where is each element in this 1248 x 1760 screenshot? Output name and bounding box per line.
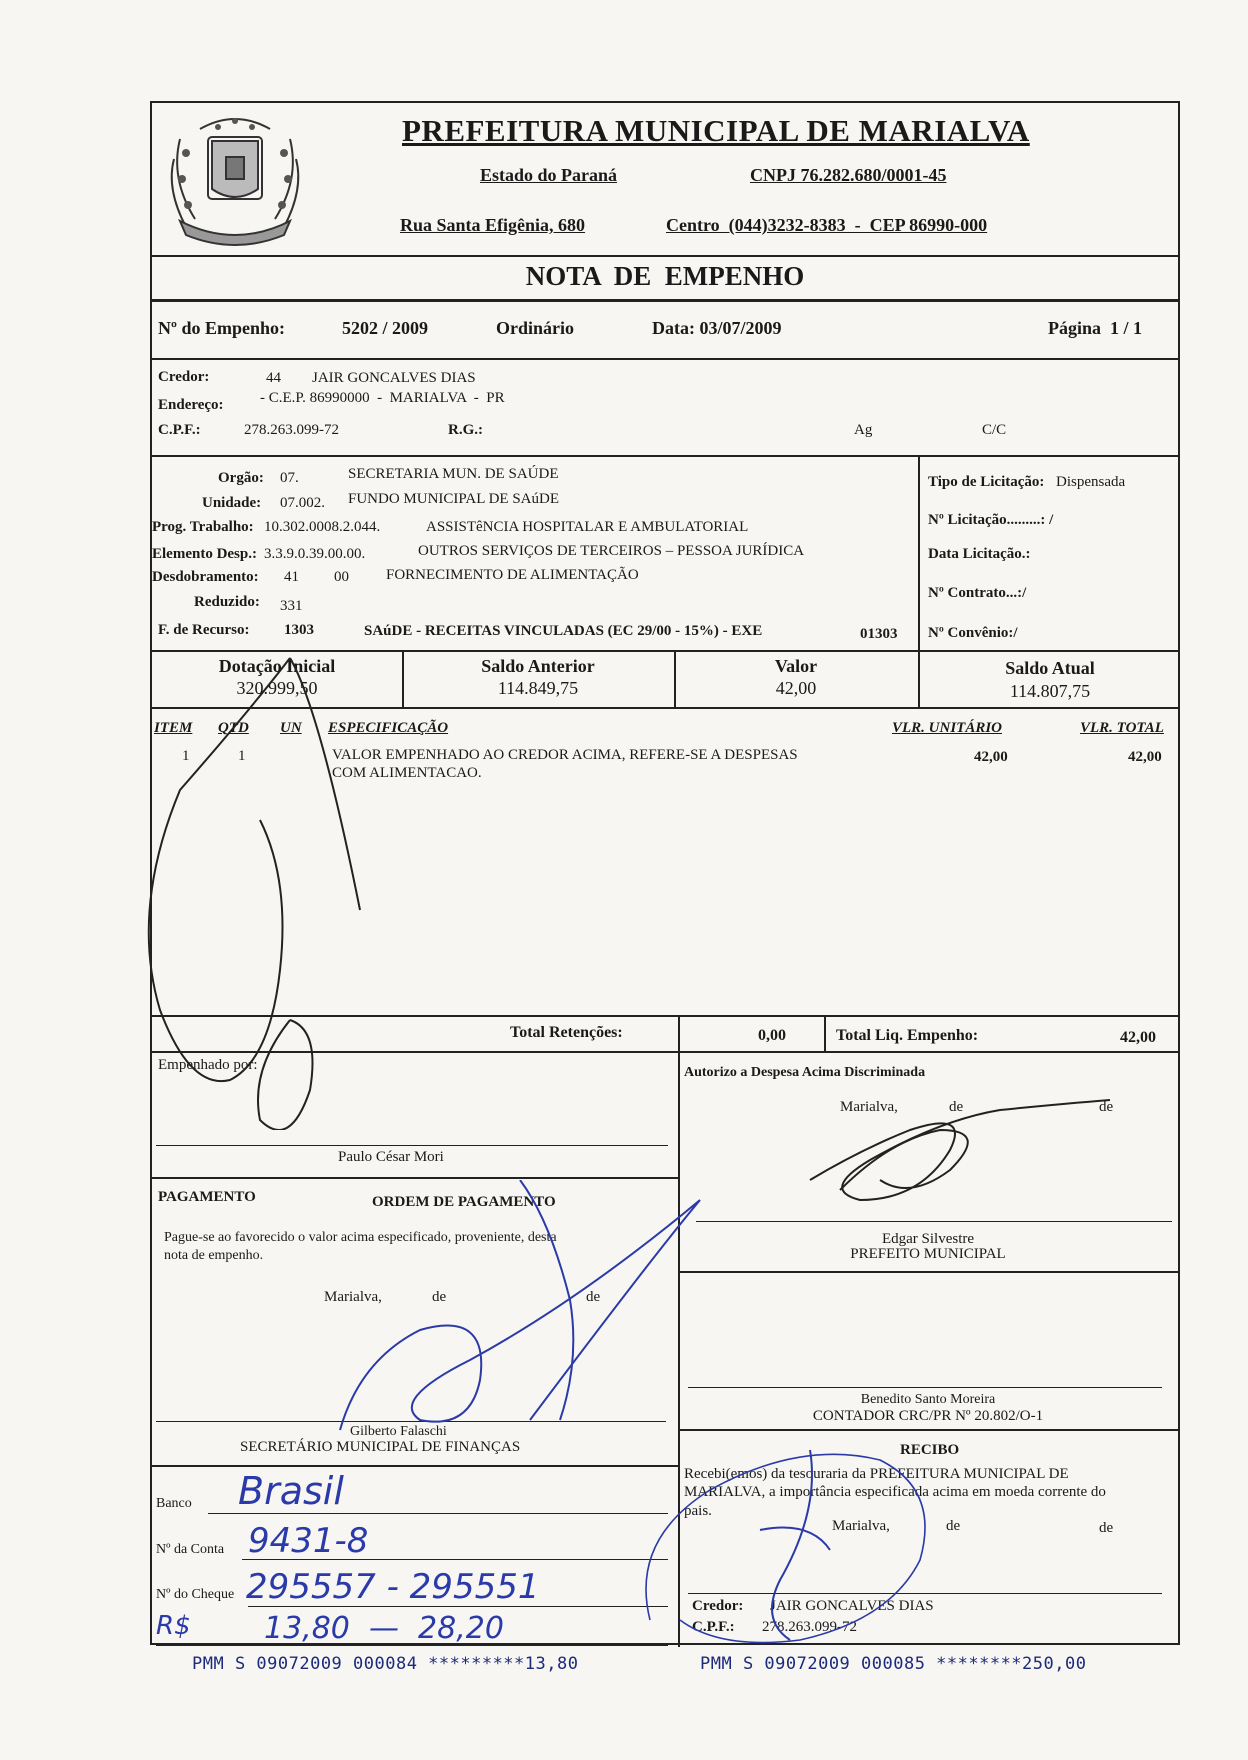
desdobramento-label: Desdobramento: [152, 569, 259, 585]
credor-code: 44 [266, 370, 281, 386]
dotacao-inicial-label: Dotação Inicial [218, 656, 336, 676]
col-un: UN [280, 720, 302, 736]
empenho-date: Data: 03/07/2009 [652, 318, 782, 338]
licitacao-tipo-label: Tipo de Licitação: [928, 474, 1045, 490]
header-cnpj: CNPJ 76.282.680/0001-45 [750, 165, 947, 185]
retencoes-label: Total Retenções: [510, 1024, 623, 1041]
licitacao-convenio: Nº Convênio:/ [928, 625, 1018, 641]
orgao-value: SECRETARIA MUN. DE SAÚDE [348, 466, 559, 482]
cheque-handwritten: 295557 - 295551 [246, 1567, 540, 1607]
autorizo-de2: de [1099, 1099, 1114, 1115]
item-spec-line1: VALOR EMPENHADO AO CREDOR ACIMA, REFERE-SE A DESPESAS [332, 747, 798, 763]
saldo-atual-value: 114.807,75 [1009, 681, 1091, 701]
unidade-label: Unidade: [202, 495, 262, 511]
pagamento-text-line2: nota de empenho. [164, 1248, 264, 1263]
prefeito-name: Edgar Silvestre [881, 1231, 975, 1247]
elemento-code: 3.3.9.0.39.00.00. [264, 546, 366, 562]
prog-value: ASSISTêNCIA HOSPITALAR E AMBULATORIAL [426, 519, 749, 535]
licitacao-contrato: Nº Contrato...:/ [928, 585, 1027, 601]
recibo-title: RECIBO [900, 1442, 960, 1458]
endereco-value: - C.E.P. 86990000 - MARIALVA - PR [260, 390, 505, 406]
doc-title: NOTA DE EMPENHO [525, 261, 805, 291]
recibo-text-line3: pais. [684, 1503, 712, 1519]
liquido-label: Total Liq. Empenho: [836, 1027, 979, 1044]
ag-label: Ag [854, 422, 873, 438]
licitacao-data: Data Licitação.: [928, 546, 1031, 562]
reduzido-value: 331 [280, 598, 303, 614]
liquido-value: 42,00 [1120, 1029, 1156, 1046]
autorizo-city: Marialva, [840, 1099, 898, 1115]
header-contact: Centro (044)3232-8383 - CEP 86990-000 [666, 215, 988, 235]
item-total-value: 42,00 [1128, 749, 1162, 765]
col-qtd: QTD [218, 720, 249, 736]
empenho-row [152, 302, 1178, 360]
orgao-label: Orgão: [218, 470, 264, 486]
elemento-label: Elemento Desp.: [152, 546, 257, 562]
licitacao-numero: Nº Licitação.........: / [928, 512, 1054, 528]
conta-handwritten: 9431-8 [248, 1521, 369, 1561]
prog-label: Prog. Trabalho: [152, 519, 254, 535]
recibo-cpf-label: C.P.F.: [692, 1619, 735, 1635]
autorizo-label: Autorizo a Despesa Acima Discriminada [684, 1065, 926, 1080]
saldos-row [152, 652, 1178, 709]
valor-label: Valor [774, 656, 818, 676]
contador-name: Benedito Santo Moreira [860, 1392, 996, 1407]
desdobramento-value: FORNECIMENTO DE ALIMENTAÇÃO [386, 567, 639, 583]
prefeito-role: PREFEITO MUNICIPAL [850, 1246, 1006, 1262]
item-qtd: 1 [238, 748, 246, 764]
items-block [152, 709, 1178, 1017]
totals-row [152, 1017, 1178, 1053]
elemento-value: OUTROS SERVIÇOS DE TERCEIROS – PESSOA JURÍDICA [418, 543, 805, 559]
dotacao-inicial-value: 320.999,50 [236, 678, 318, 698]
recibo-credor-label: Credor: [692, 1598, 744, 1614]
banco-label: Banco [156, 1496, 192, 1511]
reduzido-label: Reduzido: [194, 594, 260, 610]
recurso-value: SAúDE - RECEITAS VINCULADAS (EC 29/00 - 15%) - EXE [364, 623, 763, 639]
header-state: Estado do Paraná [480, 165, 618, 185]
credor-label: Credor: [158, 369, 210, 385]
cpf-label: C.P.F.: [158, 422, 201, 438]
ordem-label: ORDEM DE PAGAMENTO [372, 1194, 556, 1210]
unidade-value: FUNDO MUNICIPAL DE SAúDE [348, 491, 559, 507]
saldo-anterior-label: Saldo Anterior [481, 656, 595, 676]
autorizo-de1: de [949, 1099, 964, 1115]
contador-role: CONTADOR CRC/PR Nº 20.802/O-1 [812, 1408, 1044, 1424]
header-address: Rua Santa Efigênia, 680 [400, 215, 586, 235]
dotacao-block [152, 457, 1178, 652]
empenho-label: Nº do Empenho: [158, 318, 285, 338]
recibo-de2: de [1099, 1520, 1114, 1536]
pagamento-de2: de [586, 1289, 601, 1305]
pagamento-de1: de [432, 1289, 447, 1305]
unidade-code: 07.002. [280, 495, 325, 511]
col-total: VLR. TOTAL [1080, 720, 1164, 736]
item-unit-value: 42,00 [974, 749, 1008, 765]
recibo-de1: de [946, 1518, 961, 1534]
recibo-cpf-value: 278.263.099-72 [762, 1619, 857, 1635]
retencoes-value: 0,00 [758, 1027, 786, 1044]
recurso-code: 1303 [284, 622, 314, 638]
saldo-anterior-value: 114.849,75 [497, 678, 579, 698]
stamp-left: PMM S 09072009 000084 *********13,80 [192, 1654, 579, 1674]
cheque-label: Nº do Cheque [156, 1587, 235, 1602]
pagamento-text-line1: Pague-se ao favorecido o valor acima especificado, proveniente, desta [164, 1230, 557, 1245]
item-spec-line2: COM ALIMENTACAO. [332, 765, 482, 781]
rg-label: R.G.: [448, 422, 483, 438]
banco-handwritten: Brasil [238, 1469, 344, 1513]
empenhado-name: Paulo César Mori [338, 1149, 444, 1165]
header-title: PREFEITURA MUNICIPAL DE MARIALVA [402, 113, 1030, 148]
item-number: 1 [182, 748, 190, 764]
recibo-credor-name: JAIR GONCALVES DIAS [770, 1598, 934, 1614]
stamp-right: PMM S 09072009 000085 ********250,00 [700, 1654, 1087, 1674]
secretario-role: SECRETÁRIO MUNICIPAL DE FINANÇAS [240, 1439, 521, 1455]
pagamento-city: Marialva, [324, 1289, 382, 1305]
desdobramento-code2: 00 [334, 569, 349, 585]
recibo-text-line1: Recebi(emos) da tesouraria da PREFEITURA MUNICIPAL DE [684, 1466, 1069, 1482]
header [152, 103, 1178, 257]
col-unit: VLR. UNITÁRIO [892, 720, 1003, 736]
pagamento-label: PAGAMENTO [158, 1189, 256, 1205]
endereco-label: Endereço: [158, 397, 224, 413]
valores-handwritten: 13,80 — 28,20 [264, 1611, 504, 1646]
recurso-label: F. de Recurso: [158, 622, 250, 638]
col-spec: ESPECIFICAÇÃO [328, 720, 449, 736]
recurso-code2: 01303 [860, 626, 898, 642]
credor-block [152, 360, 1178, 457]
desdobramento-code1: 41 [284, 569, 299, 585]
recibo-city: Marialva, [832, 1518, 890, 1534]
col-item: ITEM [154, 720, 193, 736]
rs-handwritten: R$ [156, 1611, 191, 1641]
empenho-page: Página 1 / 1 [1048, 318, 1143, 338]
doc-title-row [152, 257, 1178, 302]
orgao-code: 07. [280, 470, 299, 486]
saldo-atual-label: Saldo Atual [1005, 658, 1095, 678]
empenho-type: Ordinário [496, 318, 575, 338]
licitacao-tipo-value: Dispensada [1056, 474, 1126, 490]
valor-value: 42,00 [775, 678, 817, 698]
empenhado-label: Empenhado por: [158, 1057, 258, 1073]
cc-label: C/C [982, 422, 1007, 438]
conta-label: Nº da Conta [156, 1542, 225, 1557]
credor-name: JAIR GONCALVES DIAS [312, 370, 476, 386]
prog-code: 10.302.0008.2.044. [264, 519, 381, 535]
empenho-number: 5202 / 2009 [342, 318, 429, 338]
recibo-text-line2: MARIALVA, a importância especificada acima em moeda corrente do [684, 1484, 1106, 1500]
cpf-value: 278.263.099-72 [244, 422, 339, 438]
nota-de-empenho [150, 101, 1180, 1645]
secretario-name: Gilberto Falaschi [350, 1424, 447, 1439]
municipal-crest-icon [160, 109, 310, 253]
